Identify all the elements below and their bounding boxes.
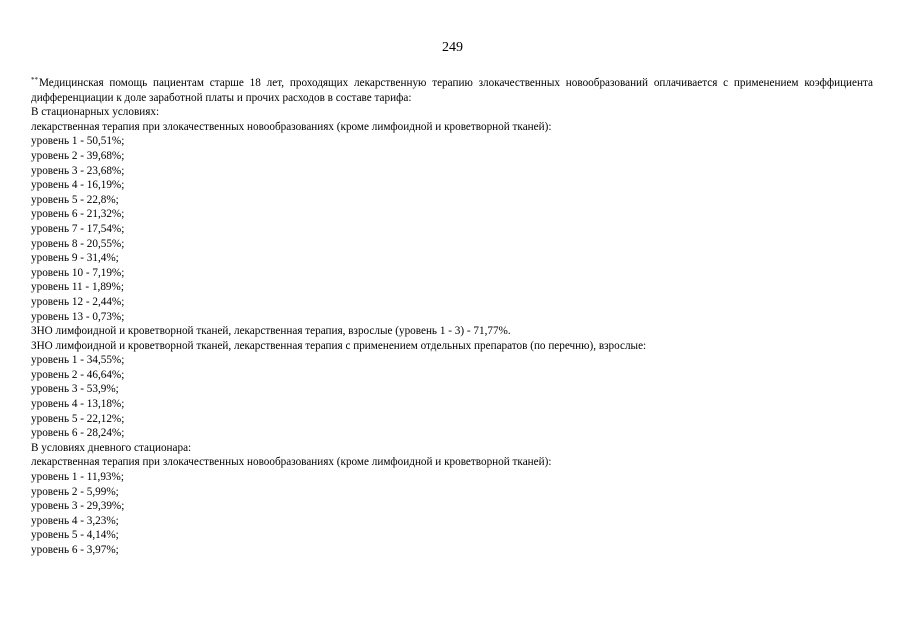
level-line: уровень 8 - 20,55%; <box>31 237 125 250</box>
level-line: уровень 1 - 50,51%; <box>31 135 125 148</box>
footnote-paragraph <box>31 76 873 105</box>
level-line: уровень 4 - 16,19%; <box>31 179 125 192</box>
level-line: уровень 2 - 39,68%; <box>31 149 125 162</box>
level-line: уровень 6 - 3,97%; <box>31 544 119 556</box>
inpatient-lymphoid-selected-heading: ЗНО лимфоидной и кроветворной тканей, лекарственная терапия с применением отдельных препаратов (по перечню), взрослые: <box>31 339 647 352</box>
inpatient-solid-tumors-heading: лекарственная терапия при злокачественных новообразованиях (кроме лимфоидной и кроветворной тканей): <box>31 120 552 133</box>
level-line: уровень 13 - 0,73%; <box>31 310 125 323</box>
level-line: уровень 2 - 5,99%; <box>31 485 119 498</box>
day-hospital-solid-tumors-levels <box>31 470 873 558</box>
level-line: уровень 2 - 46,64%; <box>31 368 125 381</box>
level-line: уровень 3 - 53,9%; <box>31 383 119 396</box>
level-line: уровень 4 - 13,18%; <box>31 398 125 411</box>
level-line: уровень 6 - 21,32%; <box>31 208 125 221</box>
inpatient-lymphoid-line: ЗНО лимфоидной и кроветворной тканей, лекарственная терапия, взрослые (уровень 1 - 3) - 71,77%. <box>31 325 511 338</box>
level-line: уровень 6 - 28,24%; <box>31 427 125 440</box>
level-line: уровень 4 - 3,23%; <box>31 514 119 527</box>
level-line: уровень 1 - 34,55%; <box>31 354 125 367</box>
level-line: уровень 9 - 31,4%; <box>31 252 119 265</box>
level-line: уровень 7 - 17,54%; <box>31 222 125 235</box>
level-line: уровень 10 - 7,19%; <box>31 266 125 279</box>
level-line: уровень 5 - 22,12%; <box>31 412 125 425</box>
footnote-marker: ** <box>31 76 38 84</box>
level-line: уровень 5 - 22,8%; <box>31 193 119 206</box>
level-line: уровень 3 - 23,68%; <box>31 164 125 177</box>
document-body <box>31 76 873 558</box>
page-number: 249 <box>442 40 463 55</box>
level-line: уровень 12 - 2,44%; <box>31 295 125 308</box>
day-hospital-solid-tumors-heading: лекарственная терапия при злокачественных новообразованиях (кроме лимфоидной и кроветворной тканей): <box>31 456 552 469</box>
inpatient-lymphoid-selected-levels <box>31 353 873 441</box>
day-hospital-heading: В условиях дневного стационара: <box>31 441 192 454</box>
level-line: уровень 11 - 1,89%; <box>31 281 124 294</box>
level-line: уровень 1 - 11,93%; <box>31 471 124 484</box>
footnote-text: Медицинская помощь пациентам старше 18 лет, проходящих лекарственную терапию злокачественных новообразований оплачивается с применением коэффициента дифференциации к доле заработной платы и прочих расходов в составе тарифа: <box>31 77 873 104</box>
inpatient-solid-tumors-levels <box>31 134 873 324</box>
inpatient-heading: В стационарных условиях: <box>31 106 160 119</box>
level-line: уровень 5 - 4,14%; <box>31 529 119 542</box>
level-line: уровень 3 - 29,39%; <box>31 500 125 513</box>
